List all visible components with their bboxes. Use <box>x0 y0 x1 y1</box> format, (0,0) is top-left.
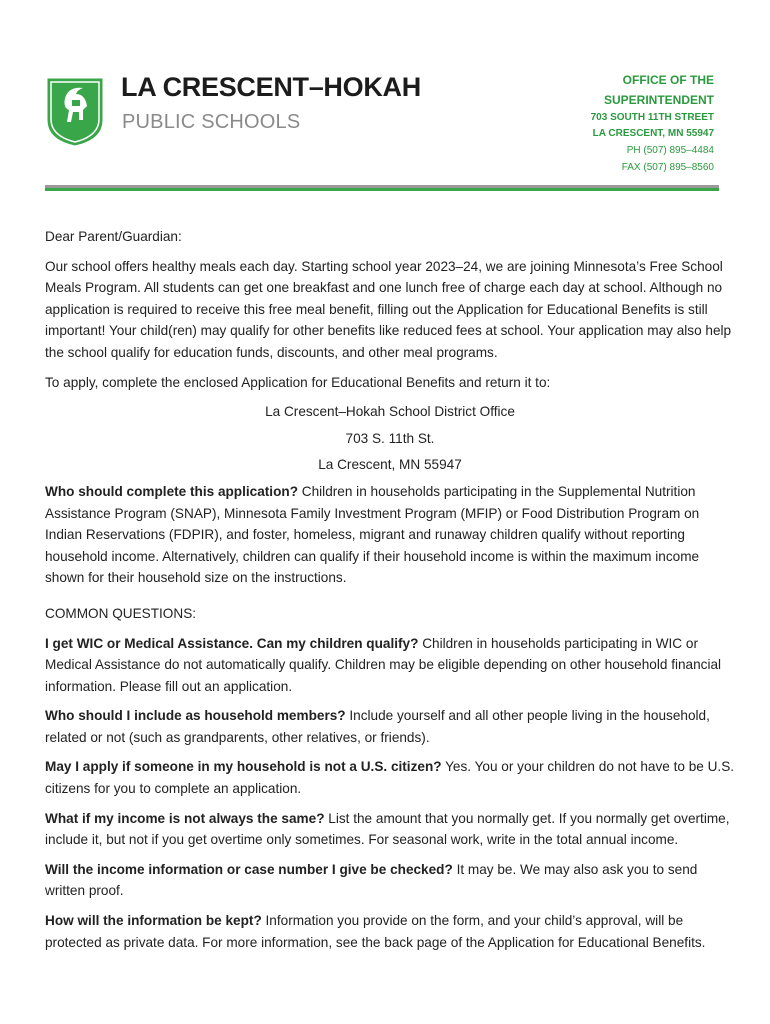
organization-name: LA CRESCENT–HOKAH <box>121 72 421 102</box>
office-title-line1: OFFICE OF THE <box>622 73 714 87</box>
question-text: Will the income information or case number I give be checked? <box>45 861 453 877</box>
answer-text: It may be. We may also ask you to send written proof. <box>45 861 698 899</box>
return-address-line-3: La Crescent, MN 55947 <box>318 457 462 473</box>
answer-text: Children in households participating in WIC or Medical Assistance do not automatically qualify. Children may be eligible depending on other household financial information. Please fill out an application. <box>45 635 722 694</box>
question-text: May I apply if someone in my household is not a U.S. citizen? <box>45 759 442 775</box>
answer-text: Children in households participating in the Supplemental Nutrition Assistance Program (SNAP), Minnesota Family Investment Program (MFIP) or Food Distribution Program on Indian Reservations (FDPIR), and foster, homeless, migrant and runaway children qualify without reporting household income. Alternatively, children can qualify if their household income is within the maximum income shown for their household size on the instructions. <box>45 483 700 586</box>
faq-item-variable-income <box>45 808 735 851</box>
letter-body <box>45 226 735 961</box>
question-text: What if my income is not always the same? <box>45 810 325 826</box>
answer-text: Include yourself and all other people living in the household, related or not (such as grandparents, other relatives, or friends). <box>45 708 710 745</box>
return-address-line-1: La Crescent–Hokah School District Office <box>265 404 515 420</box>
office-street: 703 SOUTH 11TH STREET <box>590 112 714 123</box>
office-phone: PH (507) 895–4484 <box>626 145 714 156</box>
faq-item-citizenship <box>45 756 735 799</box>
question-text: I get WIC or Medical Assistance. Can my children qualify? <box>45 635 419 651</box>
answer-text: List the amount that you normally get. If you normally get overtime, include it, but not if you get overtime only sometimes. For seasonal work, write in the total annual income. <box>45 810 730 848</box>
question-text: How will the information be kept? <box>45 913 262 929</box>
answer-text: Information you provide on the form, and your child’s approval, will be protected as private data. For more information, see the back page of the Application for Educational Benefits. <box>45 913 706 950</box>
faq-item-wic <box>45 633 735 698</box>
office-fax: FAX (507) 895–8560 <box>621 162 714 173</box>
question-text: Who should complete this application? <box>45 483 298 499</box>
office-title-line2: SUPERINTENDENT <box>603 93 714 107</box>
intro-paragraph: Our school offers healthy meals each day. Starting school year 2023–24, we are joining Minnesota’s Free School Meals Program. All students can get one breakfast and one lunch free of charge each day at school. Although no application is required to receive this free meal benefit, filling out the Application for Educational Benefits is still important! Your child(ren) may qualify for other benefits like reduced fees at school. Your application may also help the school qualify for education funds, discounts, and other meal programs. <box>45 258 732 360</box>
organization-subtitle: PUBLIC SCHOOLS <box>122 111 301 133</box>
who-should-apply-paragraph <box>45 481 735 589</box>
faq-item-privacy <box>45 910 735 953</box>
spartan-shield-logo-icon <box>45 76 105 148</box>
faq-item-household-members <box>45 705 735 748</box>
answer-text: Yes. You or your children do not have to be U.S. citizens for you to complete an application. <box>45 759 735 797</box>
common-questions-heading: COMMON QUESTIONS: <box>45 605 197 621</box>
office-contact-block <box>494 70 714 176</box>
office-city: LA CRESCENT, MN 55947 <box>592 128 714 139</box>
return-address-line-2: 703 S. 11th St. <box>345 430 435 446</box>
header-divider-green <box>45 188 719 191</box>
question-text: Who should I include as household members? <box>45 708 346 724</box>
greeting: Dear Parent/Guardian: <box>45 229 182 244</box>
faq-item-income-checked <box>45 859 735 902</box>
apply-instructions: To apply, complete the enclosed Application for Educational Benefits and return it to: <box>45 374 551 390</box>
